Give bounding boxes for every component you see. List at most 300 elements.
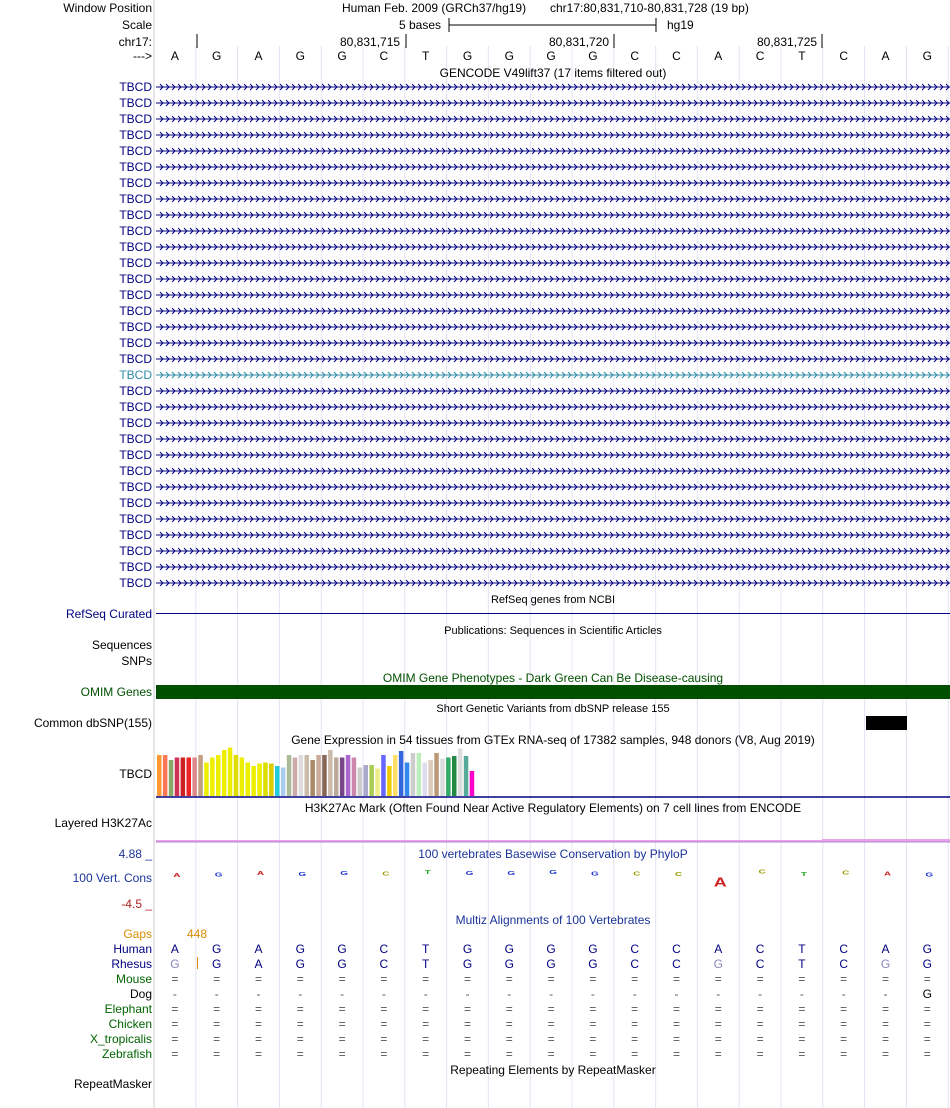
sequence-base: C bbox=[379, 49, 389, 63]
gtex-tissue-bar bbox=[434, 753, 439, 796]
multiz-base: - bbox=[758, 987, 763, 1001]
multiz-base: = bbox=[881, 972, 889, 986]
gaps-label: Gaps bbox=[123, 927, 152, 941]
multiz-base: = bbox=[380, 1002, 388, 1016]
sequence-base: C bbox=[672, 49, 681, 63]
sequence-base: A bbox=[714, 49, 723, 63]
strand-label: ---> bbox=[133, 49, 152, 63]
multiz-base: = bbox=[296, 1017, 304, 1031]
conservation-plot[interactable] bbox=[156, 864, 950, 908]
multiz-base: T bbox=[422, 942, 430, 956]
gtex-title[interactable]: Gene Expression in 54 tissues from GTEx RNA-seq of 17382 samples, 948 donors (V8, Aug 2019) bbox=[291, 733, 815, 747]
multiz-base: = bbox=[463, 1032, 471, 1046]
multiz-base: = bbox=[422, 972, 430, 986]
gencode-gene-label[interactable]: TBCD bbox=[119, 480, 152, 494]
gencode-transcript[interactable] bbox=[156, 544, 950, 558]
multiz-base: = bbox=[380, 972, 388, 986]
multiz-base: = bbox=[881, 1047, 889, 1061]
gtex-tissue-bar bbox=[169, 760, 174, 796]
multiz-base: = bbox=[422, 1002, 430, 1016]
multiz-base: G bbox=[588, 942, 598, 956]
tick-label-2: 80,831,720 bbox=[549, 35, 610, 49]
multiz-base: C bbox=[379, 957, 389, 971]
sequence-base: G bbox=[504, 49, 514, 63]
multiz-base: = bbox=[798, 1032, 806, 1046]
omim-label[interactable]: OMIM Genes bbox=[80, 685, 152, 699]
multiz-base: = bbox=[254, 972, 262, 986]
gencode-gene-label[interactable]: TBCD bbox=[119, 80, 152, 94]
gtex-tissue-bar bbox=[322, 755, 327, 796]
gtex-tissue-bar bbox=[446, 758, 451, 797]
multiz-base: = bbox=[589, 1002, 597, 1016]
gtex-tissue-bar bbox=[198, 755, 203, 796]
gencode-transcript[interactable] bbox=[156, 192, 950, 206]
gencode-gene-label[interactable]: TBCD bbox=[119, 304, 152, 318]
gencode-gene-label[interactable]: TBCD bbox=[119, 272, 152, 286]
gencode-transcript[interactable] bbox=[156, 352, 950, 366]
gencode-transcript[interactable] bbox=[156, 128, 950, 142]
multiz-base: = bbox=[296, 1002, 304, 1016]
gencode-transcript[interactable] bbox=[156, 496, 950, 510]
multiz-base: = bbox=[171, 1002, 179, 1016]
gencode-gene-label[interactable]: TBCD bbox=[119, 96, 152, 110]
sequence-base: A bbox=[254, 49, 263, 63]
conservation-base-glyph: G bbox=[549, 869, 557, 876]
multiz-base: = bbox=[840, 1032, 848, 1046]
multiz-base: = bbox=[756, 1002, 764, 1016]
conservation-label[interactable]: 100 Vert. Cons bbox=[72, 871, 152, 885]
multiz-base: = bbox=[756, 972, 764, 986]
multiz-base: = bbox=[254, 1002, 262, 1016]
conservation-base-glyph: C bbox=[842, 869, 850, 876]
gtex-tissue-bar bbox=[181, 758, 186, 797]
gencode-gene-label[interactable]: TBCD bbox=[119, 240, 152, 254]
multiz-base: G bbox=[588, 957, 598, 971]
multiz-base: G bbox=[504, 942, 514, 956]
h3k27ac-signal[interactable] bbox=[156, 836, 950, 846]
conservation-base-glyph: T bbox=[800, 871, 807, 878]
gtex-tissue-bar bbox=[411, 753, 416, 796]
multiz-base: = bbox=[547, 1047, 555, 1061]
multiz-base: = bbox=[589, 1017, 597, 1031]
gencode-transcript[interactable] bbox=[156, 448, 950, 462]
multiz-base: G bbox=[337, 942, 347, 956]
conservation-base-glyph: G bbox=[507, 870, 516, 877]
gencode-gene-label[interactable]: TBCD bbox=[119, 160, 152, 174]
multiz-base: C bbox=[755, 942, 765, 956]
gencode-transcript[interactable] bbox=[156, 288, 950, 302]
multiz-base: G bbox=[546, 957, 556, 971]
sequence-base: G bbox=[462, 49, 473, 63]
gencode-gene-label[interactable]: TBCD bbox=[119, 496, 152, 510]
sequence-base: G bbox=[588, 49, 598, 63]
conservation-base-glyph: A bbox=[713, 875, 727, 890]
multiz-base: G bbox=[212, 957, 222, 971]
multiz-base: = bbox=[589, 972, 597, 986]
multiz-base: = bbox=[881, 1002, 889, 1016]
multiz-base: = bbox=[631, 1047, 639, 1061]
conservation-base-glyph: G bbox=[214, 871, 223, 878]
gencode-gene-label[interactable]: TBCD bbox=[119, 528, 152, 542]
gaps-value: 448 bbox=[187, 927, 208, 941]
multiz-base: = bbox=[463, 972, 471, 986]
gencode-gene-label[interactable]: TBCD bbox=[119, 176, 152, 190]
gtex-tissue-bar bbox=[187, 758, 192, 797]
multiz-base: = bbox=[756, 1032, 764, 1046]
multiz-base: = bbox=[714, 1017, 722, 1031]
gencode-gene-label[interactable]: TBCD bbox=[119, 432, 152, 446]
multiz-base: = bbox=[213, 1002, 221, 1016]
gencode-title[interactable]: GENCODE V49lift37 (17 items filtered out) bbox=[439, 66, 667, 80]
gencode-gene-label[interactable]: TBCD bbox=[119, 576, 152, 590]
position-text[interactable]: chr17:80,831,710-80,831,728 (19 bp) bbox=[550, 1, 749, 15]
multiz-base: = bbox=[171, 1032, 179, 1046]
multiz-base: = bbox=[380, 1017, 388, 1031]
conservation-title[interactable]: 100 vertebrates Basewise Conservation by PhyloP bbox=[418, 847, 688, 861]
multiz-base: - bbox=[507, 987, 512, 1001]
multiz-base: = bbox=[756, 1017, 764, 1031]
conservation-base-glyph: C bbox=[633, 871, 641, 877]
gtex-tissue-bar bbox=[328, 750, 333, 796]
multiz-base: C bbox=[630, 942, 640, 956]
gtex-tissue-bar bbox=[364, 765, 369, 796]
gtex-tissue-bar bbox=[281, 768, 286, 797]
multiz-base: = bbox=[672, 1017, 680, 1031]
multiz-base: = bbox=[422, 1017, 430, 1031]
gencode-gene-label[interactable]: TBCD bbox=[119, 448, 152, 462]
gtex-label[interactable]: TBCD bbox=[119, 767, 152, 781]
multiz-base: - bbox=[632, 987, 637, 1001]
gtex-tissue-bar bbox=[246, 763, 251, 797]
repeatmasker-label[interactable]: RepeatMasker bbox=[73, 1077, 152, 1091]
sequence-base: G bbox=[295, 49, 305, 63]
multiz-base: G bbox=[922, 957, 932, 971]
snps-label[interactable]: SNPs bbox=[121, 654, 152, 668]
gencode-transcript[interactable] bbox=[156, 368, 950, 382]
conservation-base-glyph: G bbox=[298, 871, 307, 878]
refseq-title[interactable]: RefSeq genes from NCBI bbox=[490, 594, 616, 606]
gencode-gene-label[interactable]: TBCD bbox=[119, 320, 152, 334]
multiz-base: = bbox=[338, 1032, 346, 1046]
gencode-transcript[interactable] bbox=[156, 80, 950, 94]
conservation-base-glyph: C bbox=[674, 871, 683, 878]
gtex-tissue-bar bbox=[464, 756, 469, 796]
multiz-base: = bbox=[589, 1032, 597, 1046]
gtex-bars[interactable] bbox=[156, 746, 950, 798]
multiz-base: = bbox=[798, 1002, 806, 1016]
multiz-base: = bbox=[923, 1002, 931, 1016]
multiz-base: A bbox=[881, 942, 890, 956]
gencode-transcript[interactable] bbox=[156, 112, 950, 126]
omim-bar[interactable] bbox=[156, 685, 950, 699]
gtex-tissue-bar bbox=[293, 758, 298, 797]
gencode-transcript[interactable] bbox=[156, 560, 950, 574]
gencode-transcript[interactable] bbox=[156, 272, 950, 286]
sequence-base: G bbox=[546, 49, 556, 63]
sequences-label[interactable]: Sequences bbox=[91, 638, 152, 652]
multiz-base: = bbox=[213, 1017, 221, 1031]
conservation-base-glyph: A bbox=[883, 871, 892, 877]
sequence-base: C bbox=[755, 49, 765, 63]
gtex-tissue-bar bbox=[346, 755, 351, 796]
multiz-base: C bbox=[672, 942, 681, 956]
h3k27ac-title[interactable]: H3K27Ac Mark (Often Found Near Active Regulatory Elements) on 7 cell lines from ENCODE bbox=[304, 801, 802, 815]
multiz-species-label[interactable]: Mouse bbox=[115, 972, 152, 986]
sequence-base: A bbox=[881, 49, 890, 63]
multiz-base: G bbox=[922, 987, 932, 1001]
multiz-base: G bbox=[212, 942, 222, 956]
multiz-base: = bbox=[672, 1032, 680, 1046]
gtex-tissue-bar bbox=[210, 758, 215, 797]
multiz-base: - bbox=[256, 987, 261, 1001]
gencode-gene-label[interactable]: TBCD bbox=[119, 288, 152, 302]
multiz-base: G bbox=[295, 942, 305, 956]
multiz-base: = bbox=[798, 972, 806, 986]
multiz-species-label[interactable]: Zebrafish bbox=[101, 1047, 152, 1061]
sequence-base: T bbox=[422, 49, 430, 63]
gencode-transcript[interactable] bbox=[156, 528, 950, 542]
gtex-tissue-bar bbox=[216, 755, 221, 796]
gencode-gene-label[interactable]: TBCD bbox=[119, 512, 152, 526]
multiz-base: G bbox=[295, 957, 305, 971]
multiz-base: A bbox=[254, 942, 263, 956]
multiz-base: = bbox=[422, 1047, 430, 1061]
gencode-gene-label[interactable]: TBCD bbox=[119, 384, 152, 398]
multiz-base: = bbox=[714, 972, 722, 986]
gencode-gene-label[interactable]: TBCD bbox=[119, 208, 152, 222]
multiz-base: C bbox=[755, 957, 765, 971]
multiz-base: = bbox=[923, 1032, 931, 1046]
multiz-base: = bbox=[213, 1047, 221, 1061]
multiz-base: = bbox=[463, 1002, 471, 1016]
multiz-base: = bbox=[547, 1002, 555, 1016]
multiz-species-label[interactable]: Chicken bbox=[108, 1017, 152, 1031]
gtex-tissue-bar bbox=[204, 763, 209, 797]
multiz-base: = bbox=[881, 1017, 889, 1031]
multiz-base: = bbox=[672, 972, 680, 986]
gencode-gene-label[interactable]: TBCD bbox=[119, 416, 152, 430]
multiz-base: = bbox=[296, 972, 304, 986]
multiz-species-label[interactable]: X_tropicalis bbox=[89, 1032, 152, 1046]
multiz-base: = bbox=[213, 972, 221, 986]
publications-title[interactable]: Publications: Sequences in Scientific Articles bbox=[444, 625, 662, 637]
multiz-species-label[interactable]: Dog bbox=[129, 987, 152, 1001]
multiz-base: - bbox=[590, 987, 595, 1001]
gtex-tissue-bar bbox=[257, 764, 262, 797]
gencode-gene-label[interactable]: TBCD bbox=[119, 256, 152, 270]
gencode-transcript[interactable] bbox=[156, 240, 950, 254]
gencode-gene-label[interactable]: TBCD bbox=[119, 224, 152, 238]
multiz-base: = bbox=[171, 972, 179, 986]
gencode-gene-label[interactable]: TBCD bbox=[119, 400, 152, 414]
gtex-tissue-bar bbox=[399, 751, 404, 796]
tick-marks bbox=[150, 34, 950, 48]
gtex-tissue-bar bbox=[381, 755, 386, 796]
gencode-transcript[interactable] bbox=[156, 480, 950, 494]
gtex-tissue-bar bbox=[423, 763, 428, 797]
conservation-base-glyph: A bbox=[256, 870, 265, 877]
multiz-base: = bbox=[296, 1032, 304, 1046]
gencode-gene-label[interactable]: TBCD bbox=[119, 352, 152, 366]
gencode-gene-label[interactable]: TBCD bbox=[119, 368, 152, 382]
gencode-gene-label[interactable]: TBCD bbox=[119, 336, 152, 350]
multiz-title[interactable]: Multiz Alignments of 100 Vertebrates bbox=[455, 913, 651, 927]
multiz-base: = bbox=[631, 1017, 639, 1031]
conservation-base-glyph: T bbox=[424, 869, 431, 876]
scale-db: hg19 bbox=[667, 18, 694, 32]
conservation-base-glyph: G bbox=[465, 870, 474, 877]
multiz-base: = bbox=[798, 1017, 806, 1031]
multiz-base: = bbox=[254, 1047, 262, 1061]
gtex-tissue-bar bbox=[387, 766, 392, 796]
tick-label-1: 80,831,715 bbox=[340, 35, 401, 49]
gencode-gene-label[interactable]: TBCD bbox=[119, 128, 152, 142]
multiz-base: T bbox=[798, 942, 806, 956]
gtex-tissue-bar bbox=[405, 763, 410, 797]
gencode-transcript[interactable] bbox=[156, 96, 950, 110]
assembly-text[interactable]: Human Feb. 2009 (GRCh37/hg19) bbox=[342, 1, 527, 15]
multiz-base: - bbox=[674, 987, 679, 1001]
gtex-tissue-bar bbox=[222, 750, 227, 796]
gencode-transcript[interactable] bbox=[156, 160, 950, 174]
gtex-tissue-bar bbox=[452, 756, 457, 796]
multiz-base: T bbox=[798, 957, 806, 971]
multiz-base: = bbox=[338, 1002, 346, 1016]
multiz-base: = bbox=[171, 1047, 179, 1061]
multiz-base: = bbox=[380, 1047, 388, 1061]
gencode-transcript[interactable] bbox=[156, 384, 950, 398]
sequence-base: C bbox=[839, 49, 849, 63]
dbsnp-title[interactable]: Short Genetic Variants from dbSNP release 155 bbox=[436, 703, 670, 715]
dbsnp-label[interactable]: Common dbSNP(155) bbox=[33, 716, 152, 730]
multiz-base: = bbox=[505, 1002, 513, 1016]
multiz-base: = bbox=[923, 972, 931, 986]
conservation-ymax: 4.88 _ bbox=[118, 847, 152, 861]
gencode-transcript[interactable] bbox=[156, 432, 950, 446]
gencode-gene-label[interactable]: TBCD bbox=[119, 544, 152, 558]
gencode-transcript[interactable] bbox=[156, 400, 950, 414]
gtex-tissue-bar bbox=[269, 764, 274, 797]
gencode-transcript[interactable] bbox=[156, 224, 950, 238]
multiz-base: = bbox=[171, 1017, 179, 1031]
multiz-base: = bbox=[840, 1047, 848, 1061]
gencode-transcript[interactable] bbox=[156, 416, 950, 430]
gencode-transcript[interactable] bbox=[156, 576, 950, 590]
multiz-species-label[interactable]: Rhesus bbox=[111, 957, 152, 971]
refseq-line[interactable] bbox=[156, 613, 950, 614]
gencode-gene-label[interactable]: TBCD bbox=[119, 560, 152, 574]
refseq-label[interactable]: RefSeq Curated bbox=[65, 607, 152, 621]
repeatmasker-title[interactable]: Repeating Elements by RepeatMasker bbox=[450, 1063, 656, 1077]
multiz-base: = bbox=[840, 972, 848, 986]
gencode-transcript[interactable] bbox=[156, 144, 950, 158]
gencode-transcript[interactable] bbox=[156, 256, 950, 270]
multiz-base: = bbox=[547, 1017, 555, 1031]
conservation-base-glyph: A bbox=[173, 872, 181, 879]
dbsnp-variant[interactable] bbox=[866, 716, 907, 730]
gtex-tissue-bar bbox=[163, 755, 168, 796]
gencode-transcript[interactable] bbox=[156, 512, 950, 526]
gtex-tissue-bar bbox=[240, 758, 245, 797]
sequence-base: T bbox=[798, 49, 806, 63]
multiz-base: = bbox=[631, 972, 639, 986]
multiz-base: G bbox=[546, 942, 556, 956]
gtex-tissue-bar bbox=[192, 758, 197, 797]
gap-marker bbox=[197, 957, 198, 969]
gtex-tissue-bar bbox=[428, 760, 433, 796]
multiz-base: G bbox=[462, 957, 473, 971]
gencode-gene-label[interactable]: TBCD bbox=[119, 112, 152, 126]
gtex-tissue-bar bbox=[369, 765, 374, 796]
multiz-base: - bbox=[172, 987, 177, 1001]
multiz-base: - bbox=[340, 987, 345, 1001]
multiz-base: = bbox=[505, 1032, 513, 1046]
gtex-tissue-bar bbox=[251, 766, 256, 796]
multiz-base: = bbox=[631, 1032, 639, 1046]
gencode-transcript[interactable] bbox=[156, 208, 950, 222]
gencode-transcript[interactable] bbox=[156, 176, 950, 190]
multiz-species-label[interactable]: Human bbox=[113, 942, 152, 956]
multiz-base: = bbox=[422, 1032, 430, 1046]
gencode-gene-label[interactable]: TBCD bbox=[119, 464, 152, 478]
multiz-base: G bbox=[337, 957, 347, 971]
multiz-base: = bbox=[505, 1047, 513, 1061]
gencode-transcript[interactable] bbox=[156, 304, 950, 318]
multiz-base: = bbox=[463, 1017, 471, 1031]
sequence-base: G bbox=[922, 49, 932, 63]
multiz-base: G bbox=[170, 957, 180, 971]
gtex-tissue-bar bbox=[393, 755, 398, 796]
conservation-base-glyph: G bbox=[925, 871, 934, 878]
gtex-tissue-bar bbox=[417, 753, 422, 796]
gencode-transcript[interactable] bbox=[156, 320, 950, 334]
multiz-species-label[interactable]: Elephant bbox=[104, 1002, 152, 1016]
multiz-base: C bbox=[379, 942, 389, 956]
gencode-gene-label[interactable]: TBCD bbox=[119, 192, 152, 206]
multiz-base: = bbox=[338, 1017, 346, 1031]
multiz-base: = bbox=[756, 1047, 764, 1061]
gtex-tissue-bar bbox=[340, 758, 345, 797]
gtex-tissue-bar bbox=[175, 758, 180, 797]
multiz-base: = bbox=[881, 1032, 889, 1046]
multiz-base: - bbox=[841, 987, 846, 1001]
conservation-base-glyph: G bbox=[340, 870, 348, 877]
gencode-gene-label[interactable]: TBCD bbox=[119, 144, 152, 158]
multiz-base: = bbox=[505, 1017, 513, 1031]
multiz-base: = bbox=[923, 1047, 931, 1061]
gtex-tissue-bar bbox=[316, 755, 321, 796]
multiz-base: - bbox=[298, 987, 303, 1001]
gtex-tissue-bar bbox=[375, 769, 380, 797]
multiz-base: = bbox=[589, 1047, 597, 1061]
multiz-base: = bbox=[840, 1017, 848, 1031]
multiz-base: = bbox=[840, 1002, 848, 1016]
h3k27ac-label[interactable]: Layered H3K27Ac bbox=[54, 816, 152, 830]
gtex-tissue-bar bbox=[299, 755, 304, 796]
omim-title[interactable]: OMIM Gene Phenotypes - Dark Green Can Be Disease-causing bbox=[382, 671, 724, 685]
sequence-base: G bbox=[212, 49, 222, 63]
gtex-tissue-bar bbox=[263, 763, 268, 797]
gtex-tissue-bar bbox=[234, 755, 239, 796]
multiz-base: = bbox=[380, 1032, 388, 1046]
multiz-base: = bbox=[672, 1047, 680, 1061]
sequence-base: C bbox=[630, 49, 640, 63]
conservation-base-glyph: G bbox=[591, 871, 599, 877]
multiz-base: = bbox=[338, 972, 346, 986]
gtex-tissue-bar bbox=[470, 771, 475, 796]
gencode-transcript[interactable] bbox=[156, 336, 950, 350]
gencode-transcript[interactable] bbox=[156, 464, 950, 478]
